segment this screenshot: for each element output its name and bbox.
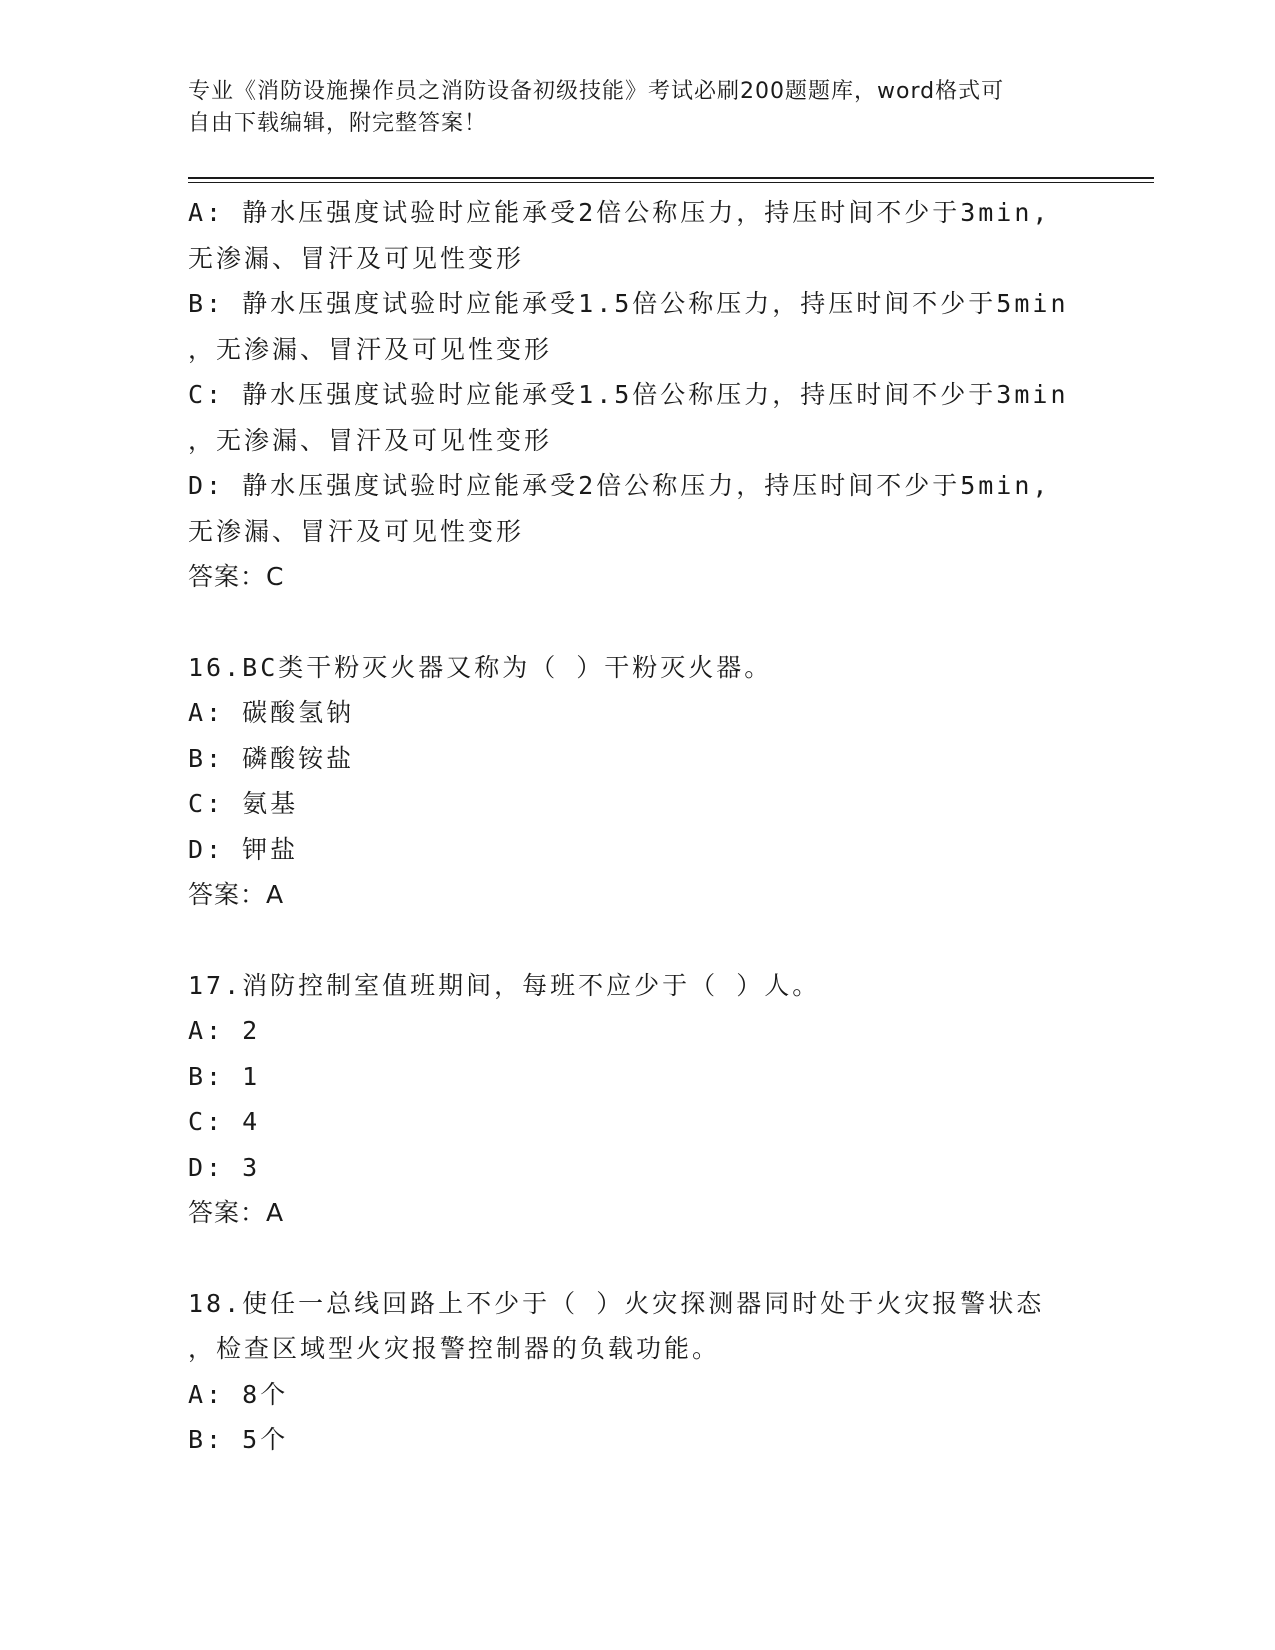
spacer — [188, 600, 1088, 645]
q15-option-b-line-1: B: 静水压强度试验时应能承受1.5倍公称压力，持压时间不少于5min — [188, 289, 1069, 318]
question-15-block — [188, 190, 1088, 600]
spacer — [188, 1236, 1088, 1281]
q17-option-c: C: 4 — [188, 1107, 261, 1136]
q16-option-a: A: 碳酸氢钠 — [188, 698, 355, 727]
q16-option-c: C: 氨基 — [188, 789, 299, 818]
question-17-block — [188, 963, 1088, 1236]
q15-option-a-line-1: A: 静水压强度试验时应能承受2倍公称压力，持压时间不少于3min, — [188, 198, 1051, 227]
header-divider-thick — [188, 177, 1154, 179]
question-16-block — [188, 645, 1088, 918]
q15-option-d-line-2: 无渗漏、冒汗及可见性变形 — [188, 516, 525, 546]
header-divider-thin — [188, 182, 1154, 183]
q17-answer: 答案：A — [188, 1198, 285, 1227]
q18-question-line-1: 18.使任一总线回路上不少于（ ）火灾探测器同时处于火灾报警状态 — [188, 1288, 1045, 1318]
q15-answer: 答案：C — [188, 562, 285, 591]
q17-option-a: A: 2 — [188, 1016, 261, 1045]
q16-option-d: D: 钾盐 — [188, 834, 299, 864]
q15-option-b-line-2: ，无渗漏、冒汗及可见性变形 — [188, 334, 553, 364]
header-line-1: 专业《消防设施操作员之消防设备初级技能》考试必刷200题题库，word格式可 — [188, 79, 1005, 104]
q17-option-d: D: 3 — [188, 1152, 261, 1182]
q18-question-line-2: ，检查区域型火灾报警控制器的负载功能。 — [188, 1334, 721, 1363]
q17-question: 17.消防控制室值班期间，每班不应少于（ ）人。 — [188, 970, 821, 1000]
q18-option-b: B: 5个 — [188, 1425, 289, 1454]
q18-option-a: A: 8个 — [188, 1379, 289, 1409]
header-line-2: 自由下载编辑，附完整答案！ — [188, 111, 488, 136]
q16-answer: 答案：A — [188, 880, 285, 909]
q17-option-b: B: 1 — [188, 1061, 261, 1091]
q15-option-d-line-1: D: 静水压强度试验时应能承受2倍公称压力，持压时间不少于5min, — [188, 471, 1051, 500]
q16-question: 16.BC类干粉灭火器又称为（ ）干粉灭火器。 — [188, 652, 773, 682]
q16-option-b: B: 磷酸铵盐 — [188, 743, 355, 773]
q15-option-c-line-1: C: 静水压强度试验时应能承受1.5倍公称压力，持压时间不少于3min — [188, 380, 1069, 409]
question-18-block — [188, 1281, 1088, 1463]
document-header — [188, 76, 1088, 140]
q15-option-a-line-2: 无渗漏、冒汗及可见性变形 — [188, 243, 525, 273]
q15-option-c-line-2: ，无渗漏、冒汗及可见性变形 — [188, 425, 553, 455]
spacer — [188, 918, 1088, 963]
question-content — [188, 190, 1088, 1463]
